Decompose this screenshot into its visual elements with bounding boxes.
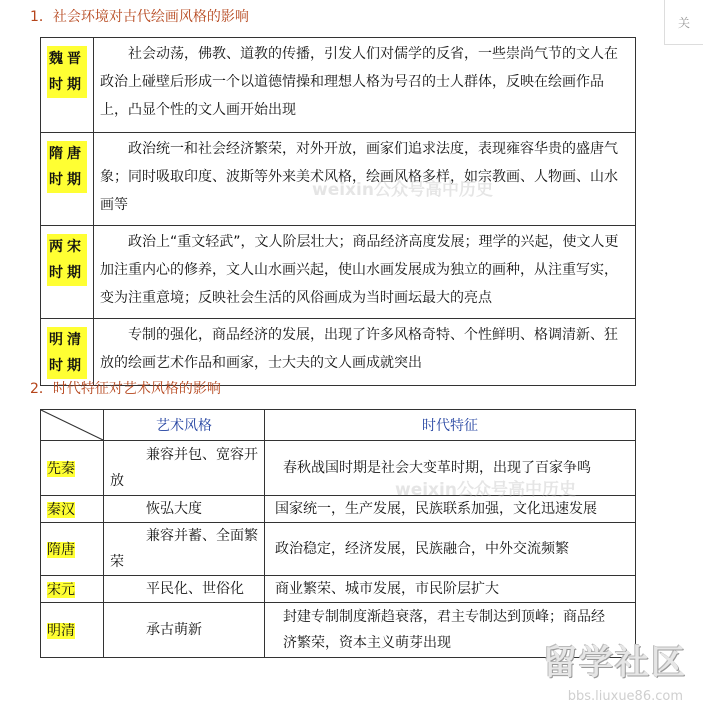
period-cell [41, 226, 94, 319]
table-row [41, 576, 636, 603]
style-text: 恢弘大度 [146, 501, 202, 517]
feature-text: 济繁荣，资本主义萌芽出现 [283, 635, 451, 651]
style-cell [104, 496, 265, 523]
section1-heading: 1．社会环境对古代绘画风格的影响 [30, 9, 249, 25]
style-text: 兼容并包、宽容开 [146, 447, 258, 463]
style-text: 兼容并蓄、全面繁 [146, 528, 258, 544]
table-row [41, 319, 636, 386]
side-widget[interactable] [664, 0, 703, 45]
period-cell [41, 38, 94, 133]
site-logo-url: bbs.liuxue86.com [567, 689, 683, 704]
era-label: 隋唐 [47, 542, 75, 558]
era-cell [41, 576, 104, 603]
feature-cell [265, 576, 636, 603]
period-label: 时期 [47, 72, 87, 98]
feature-cell [265, 441, 636, 496]
table-row [41, 38, 636, 133]
period-label: 隋唐 [47, 141, 87, 167]
style-cell [104, 603, 265, 658]
table-row [41, 133, 636, 226]
side-widget-label: 关 [677, 15, 690, 30]
period-cell [41, 133, 94, 226]
feature-text: 春秋战国时期是社会大变革时期，出现了百家争鸣 [283, 460, 591, 476]
diagonal-corner-cell [41, 410, 104, 441]
style-text: 承古萌新 [146, 622, 202, 638]
society-painting-table [40, 37, 636, 386]
description-cell: 专制的强化，商品经济的发展，出现了许多风格奇特、个性鲜明、格调清新、狂放的绘画艺术作品和画家，士大夫的文人画成就突出 [94, 319, 636, 386]
period-label: 时期 [47, 260, 87, 286]
column-header-style: 艺术风格 [104, 410, 265, 441]
period-label: 时期 [47, 353, 87, 379]
description-cell: 社会动荡，佛教、道教的传播，引发人们对儒学的反省，一些崇尚气节的文人在政治上碰壁后形成一个以道德情操和理想人格为号召的士人群体，反映在绘画作品上，凸显个性的文人画开始出现 [94, 38, 636, 133]
style-text: 平民化、世俗化 [146, 581, 244, 597]
feature-text: 商业繁荣、城市发展，市民阶层扩大 [275, 581, 499, 597]
period-label: 两宋 [47, 234, 87, 260]
description-cell: 政治上“重文轻武”，文人阶层壮大；商品经济高度发展；理学的兴起，使文人更加注重内心的修养，文人山水画兴起，使山水画发展成为独立的画种，从注重写实，变为注重意境；反映社会生活的风俗画成为当时画坛最大的亮点 [94, 226, 636, 319]
era-cell [41, 603, 104, 658]
style-text: 放 [110, 473, 124, 489]
era-cell [41, 523, 104, 576]
feature-text: 政治稳定，经济发展，民族融合，中外交流频繁 [275, 541, 569, 557]
table-row [41, 441, 636, 496]
table-header-row [41, 410, 636, 441]
feature-cell [265, 496, 636, 523]
section2-heading: 2．时代特征对艺术风格的影响 [30, 381, 221, 397]
period-label: 明清 [47, 327, 87, 353]
table-row [41, 523, 636, 576]
column-header-feature: 时代特征 [265, 410, 636, 441]
era-label: 宋元 [47, 582, 75, 598]
feature-text: 国家统一，生产发展，民族联系加强，文化迅速发展 [275, 501, 597, 517]
era-art-table [40, 409, 636, 658]
style-text: 荣 [110, 554, 124, 570]
era-cell [41, 441, 104, 496]
site-logo: 留学社区 [543, 643, 687, 683]
era-cell [41, 496, 104, 523]
table-row [41, 226, 636, 319]
era-label: 先秦 [47, 461, 75, 477]
diagonal-line [41, 410, 103, 440]
era-label: 明清 [47, 623, 75, 639]
feature-cell [265, 523, 636, 576]
style-cell [104, 441, 265, 496]
description-cell: 政治统一和社会经济繁荣，对外开放，画家们追求法度，表现雍容华贵的盛唐气象；同时吸取印度、波斯等外来美术风格，绘画风格多样，如宗教画、人物画、山水画等 [94, 133, 636, 226]
style-cell [104, 576, 265, 603]
period-label: 时期 [47, 167, 87, 193]
feature-text: 封建专制制度渐趋衰落，君主专制达到顶峰；商品经 [283, 609, 605, 625]
table-row [41, 496, 636, 523]
period-label: 魏晋 [47, 46, 87, 72]
watermark: weixin公众号高中历史 [395, 480, 576, 500]
watermark: weixin公众号高中历史 [312, 180, 493, 200]
era-label: 秦汉 [47, 502, 75, 518]
period-cell [41, 319, 94, 386]
style-cell [104, 523, 265, 576]
